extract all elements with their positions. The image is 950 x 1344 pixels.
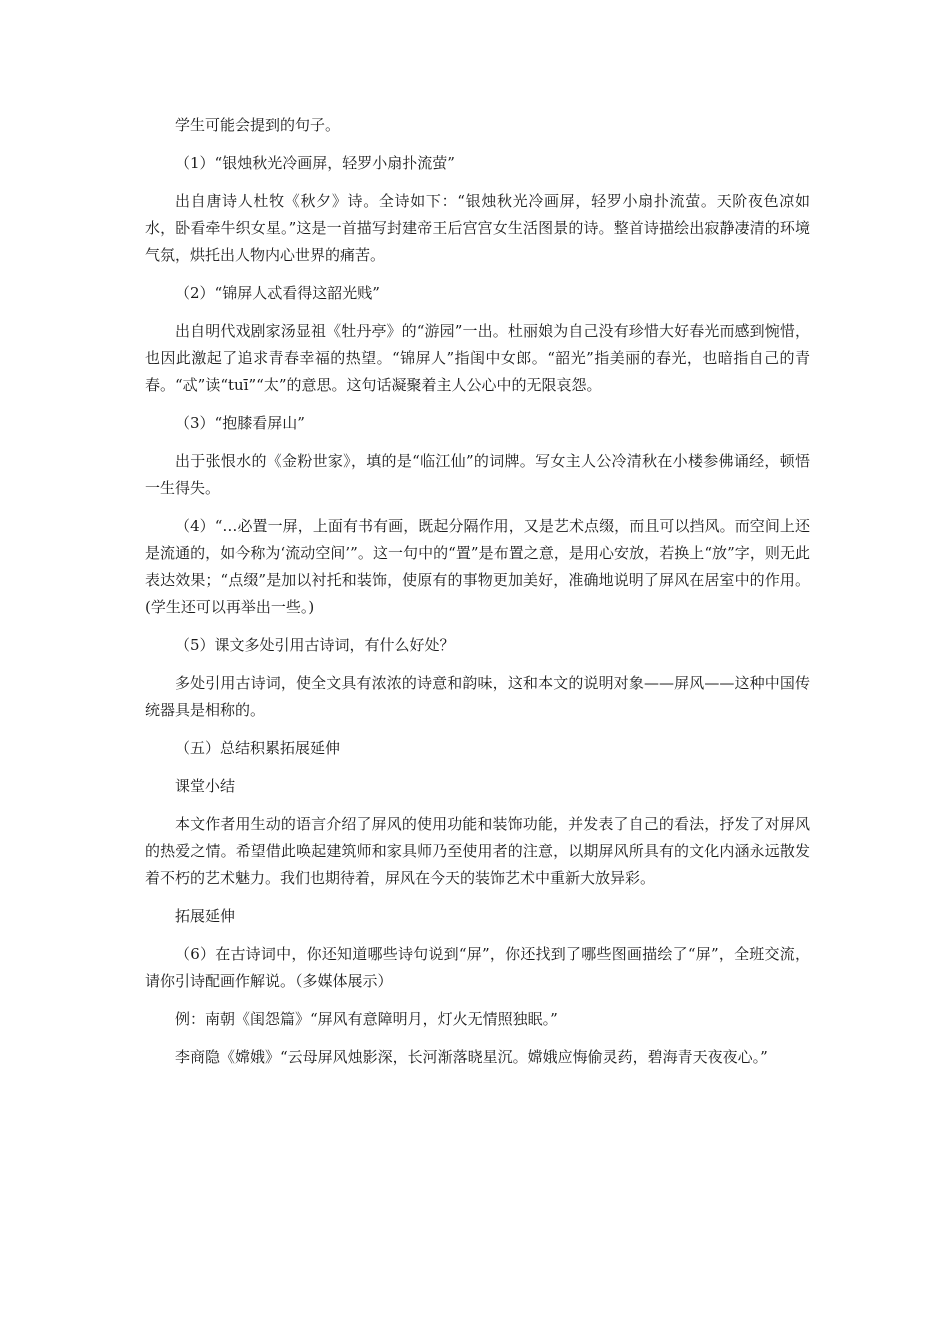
- subheading-extension: 拓展延伸: [175, 907, 236, 925]
- paragraph-item-6: （6）在古诗词中，你还知道哪些诗句说到“屏”，你还找到了哪些图画描绘了“屏”，全班交流，请你引诗配画作解说。（多媒体展示）: [145, 945, 810, 990]
- section-heading-summary: （五）总结积累拓展延伸: [175, 739, 341, 757]
- paragraph-item-5-question: （5）课文多处引用古诗词，有什么好处？: [175, 636, 455, 654]
- paragraph-summary-body: 本文作者用生动的语言介绍了屏风的使用功能和装饰功能，并发表了自己的看法，抒发了对屏风的热爱之情。希望借此唤起建筑师和家具师乃至使用者的注意，以期屏风所具有的文化内涵永远散发着不朽的艺术魅力。我们也期待着，屏风在今天的装饰艺术中重新大放异彩。: [145, 815, 810, 887]
- paragraph-example-1: 例：南朝《闺怨篇》“屏风有意障明月，灯火无情照独眠。”: [175, 1010, 558, 1028]
- paragraph-item-2-heading: （2）“锦屏人忒看得这韶光贱”: [175, 284, 380, 302]
- paragraph-example-2: 李商隐《嫦娥》“云母屏风烛影深，长河渐落晓星沉。嫦娥应悔偷灵药，碧海青天夜夜心。”: [175, 1048, 768, 1066]
- paragraph-item-2-body: 出自明代戏剧家汤显祖《牡丹亭》的“游园”一出。杜丽娘为自己没有珍惜大好春光而感到惋惜，也因此激起了追求青春幸福的热望。“锦屏人”指闺中女郎。“韶光”指美丽的春光，也暗指自己的青春。“忒”读“tuī”“太”的意思。这句话凝聚着主人公心中的无限哀怨。: [145, 322, 810, 394]
- document-page: [145, 112, 810, 1082]
- paragraph-item-3-heading: （3）“抱膝看屏山”: [175, 414, 305, 432]
- paragraph-item-1-heading: （1）“银烛秋光冷画屏，轻罗小扇扑流萤”: [175, 154, 455, 172]
- paragraph-item-4: （4）“…必置一屏，上面有书有画，既起分隔作用，又是艺术点缀，而且可以挡风。而空间上还是流通的，如今称为‘流动空间’”。这一句中的“置”是布置之意，是用心安放，若换上“放”字，则无此表达效果；“点缀”是加以衬托和装饰，使原有的事物更加美好，准确地说明了屏风在居室中的作用。(学生还可以再举出一些。): [145, 517, 810, 616]
- paragraph-item-1-body: 出自唐诗人杜牧《秋夕》诗。全诗如下：“银烛秋光冷画屏，轻罗小扇扑流萤。天阶夜色凉如水，卧看牵牛织女星。”这是一首描写封建帝王后宫宫女生活图景的诗。整首诗描绘出寂静凄清的环境气氛，烘托出人物内心世界的痛苦。: [145, 192, 810, 264]
- paragraph-intro: 学生可能会提到的句子。: [175, 116, 341, 134]
- subheading-class-summary: 课堂小结: [175, 777, 236, 795]
- paragraph-item-3-body: 出于张恨水的《金粉世家》，填的是“临江仙”的词牌。写女主人公冷清秋在小楼参佛诵经，顿悟一生得失。: [145, 452, 810, 497]
- paragraph-item-5-answer: 多处引用古诗词，使全文具有浓浓的诗意和韵味，这和本文的说明对象——屏风——这种中国传统器具是相称的。: [145, 674, 810, 719]
